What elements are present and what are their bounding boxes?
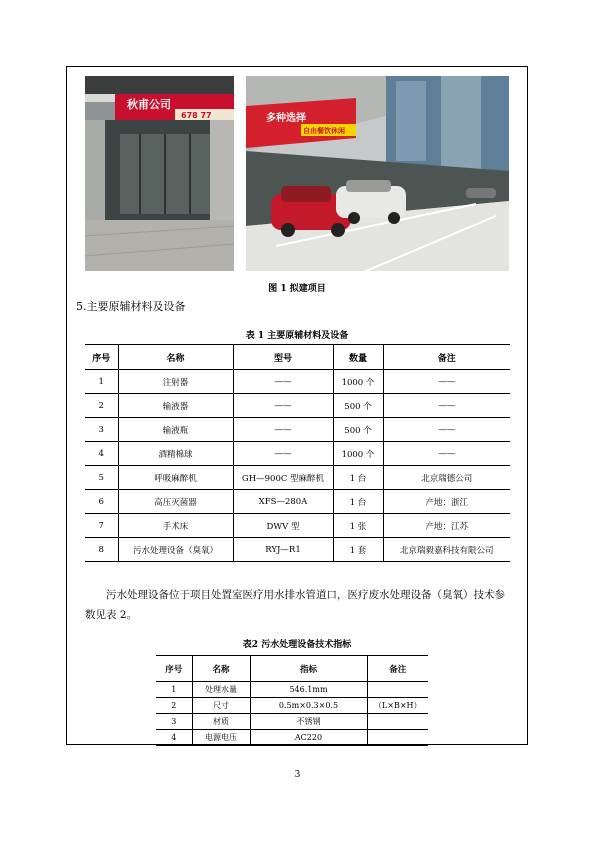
- cell-model: ——: [233, 370, 333, 394]
- cell-index: 2: [156, 698, 192, 714]
- cell-remark: [367, 730, 428, 746]
- cell-remark: [367, 682, 428, 698]
- table-header-row: [85, 345, 510, 370]
- cell-index: 8: [85, 538, 118, 562]
- cell-index: 3: [156, 714, 192, 730]
- cell-spec: AC220: [250, 730, 367, 746]
- cell-name: 尺寸: [192, 698, 250, 714]
- cell-remark: （L×B×H）: [367, 698, 428, 714]
- body-paragraph: [85, 585, 510, 625]
- col-header-spec: 指标: [250, 656, 367, 682]
- cell-model: ——: [233, 442, 333, 466]
- cell-quantity: 500 个: [333, 394, 383, 418]
- cell-quantity: 1000 个: [333, 370, 383, 394]
- cell-name: 电源电压: [192, 730, 250, 746]
- table1-title: 表 1 主要原辅材料及设备: [245, 331, 349, 341]
- table-row: [85, 538, 510, 562]
- cell-spec: 0.5m×0.3×0.5: [250, 698, 367, 714]
- parking-image: [246, 76, 509, 271]
- cell-model: DWV 型: [233, 514, 333, 538]
- cell-index: 7: [85, 514, 118, 538]
- cell-remark: 产地：浙江: [383, 490, 510, 514]
- col-header-remark: 备注: [367, 656, 428, 682]
- cell-model: ——: [233, 418, 333, 442]
- cell-quantity: 1000 个: [333, 442, 383, 466]
- cell-remark: 产地：江苏: [383, 514, 510, 538]
- cell-name: 呼吸麻醉机: [118, 466, 233, 490]
- cell-model: ——: [233, 394, 333, 418]
- cell-quantity: 1 台: [333, 490, 383, 514]
- col-header-quantity: 数量: [333, 345, 383, 370]
- cell-model: RYJ—R1: [233, 538, 333, 562]
- project-photo-parking: [246, 76, 509, 271]
- cell-remark: 北京瑞毅嘉科技有限公司: [383, 538, 510, 562]
- cell-index: 4: [156, 730, 192, 746]
- col-header-index: 序号: [156, 656, 192, 682]
- table2-title: 表2 污水处理设备技术指标: [242, 640, 352, 650]
- cell-spec: 546.1mm: [250, 682, 367, 698]
- col-header-remark: 备注: [383, 345, 510, 370]
- table-row: [85, 466, 510, 490]
- table-header-row: [156, 656, 428, 682]
- cell-name: 输液瓶: [118, 418, 233, 442]
- cell-name: 高压灭菌器: [118, 490, 233, 514]
- section-heading: 5.主要原辅材料及设备: [76, 300, 186, 313]
- cell-quantity: 1 套: [333, 538, 383, 562]
- cell-index: 5: [85, 466, 118, 490]
- cell-name: 输液器: [118, 394, 233, 418]
- materials-equipment-table: [85, 344, 510, 562]
- cell-index: 2: [85, 394, 118, 418]
- cell-index: 4: [85, 442, 118, 466]
- cell-spec: 不锈钢: [250, 714, 367, 730]
- cell-index: 1: [156, 682, 192, 698]
- table-row: [85, 418, 510, 442]
- cell-model: XFS—280A: [233, 490, 333, 514]
- banner-text-2: 自由餐饮休闲: [303, 127, 345, 135]
- cell-name: 污水处理设备（臭氧）: [118, 538, 233, 562]
- cell-index: 1: [85, 370, 118, 394]
- banner-text: 多种选择: [266, 113, 306, 124]
- storefront-image: [85, 76, 234, 271]
- col-header-model: 型号: [233, 345, 333, 370]
- table-row: [156, 730, 428, 746]
- cell-name: 处理水量: [192, 682, 250, 698]
- page-number: 3: [294, 770, 301, 780]
- cell-name: 材质: [192, 714, 250, 730]
- cell-remark: ——: [383, 394, 510, 418]
- cell-index: 6: [85, 490, 118, 514]
- cell-remark: ——: [383, 442, 510, 466]
- cell-quantity: 500 个: [333, 418, 383, 442]
- table-row: [85, 370, 510, 394]
- table-row: [156, 682, 428, 698]
- cell-name: 注射器: [118, 370, 233, 394]
- table-row: [156, 698, 428, 714]
- figure-caption: 图 1 拟建项目: [268, 284, 326, 294]
- table-row: [85, 490, 510, 514]
- paragraph-text: 污水处理设备位于项目处置室医疗用水排水管道口，医疗废水处理设备（臭氧）技术参数见表 2。: [85, 589, 505, 621]
- col-header-index: 序号: [85, 345, 118, 370]
- cell-remark: [367, 714, 428, 730]
- cell-quantity: 1 张: [333, 514, 383, 538]
- cell-remark: ——: [383, 370, 510, 394]
- shop-sign-text: 秋甫公司: [127, 98, 171, 111]
- table-row: [85, 442, 510, 466]
- col-header-name: 名称: [192, 656, 250, 682]
- cell-name: 手术床: [118, 514, 233, 538]
- table-row: [85, 394, 510, 418]
- col-header-name: 名称: [118, 345, 233, 370]
- cell-remark: ——: [383, 418, 510, 442]
- table-row: [85, 514, 510, 538]
- cell-quantity: 1 台: [333, 466, 383, 490]
- cell-name: 酒精棉球: [118, 442, 233, 466]
- cell-index: 3: [85, 418, 118, 442]
- cell-remark: 北京瑞德公司: [383, 466, 510, 490]
- table-row: [156, 714, 428, 730]
- project-photo-storefront: [85, 76, 234, 271]
- wastewater-equipment-table: [156, 655, 428, 746]
- shop-phone-text: 678 77: [181, 111, 212, 120]
- cell-model: GH—900C 型麻醉机: [233, 466, 333, 490]
